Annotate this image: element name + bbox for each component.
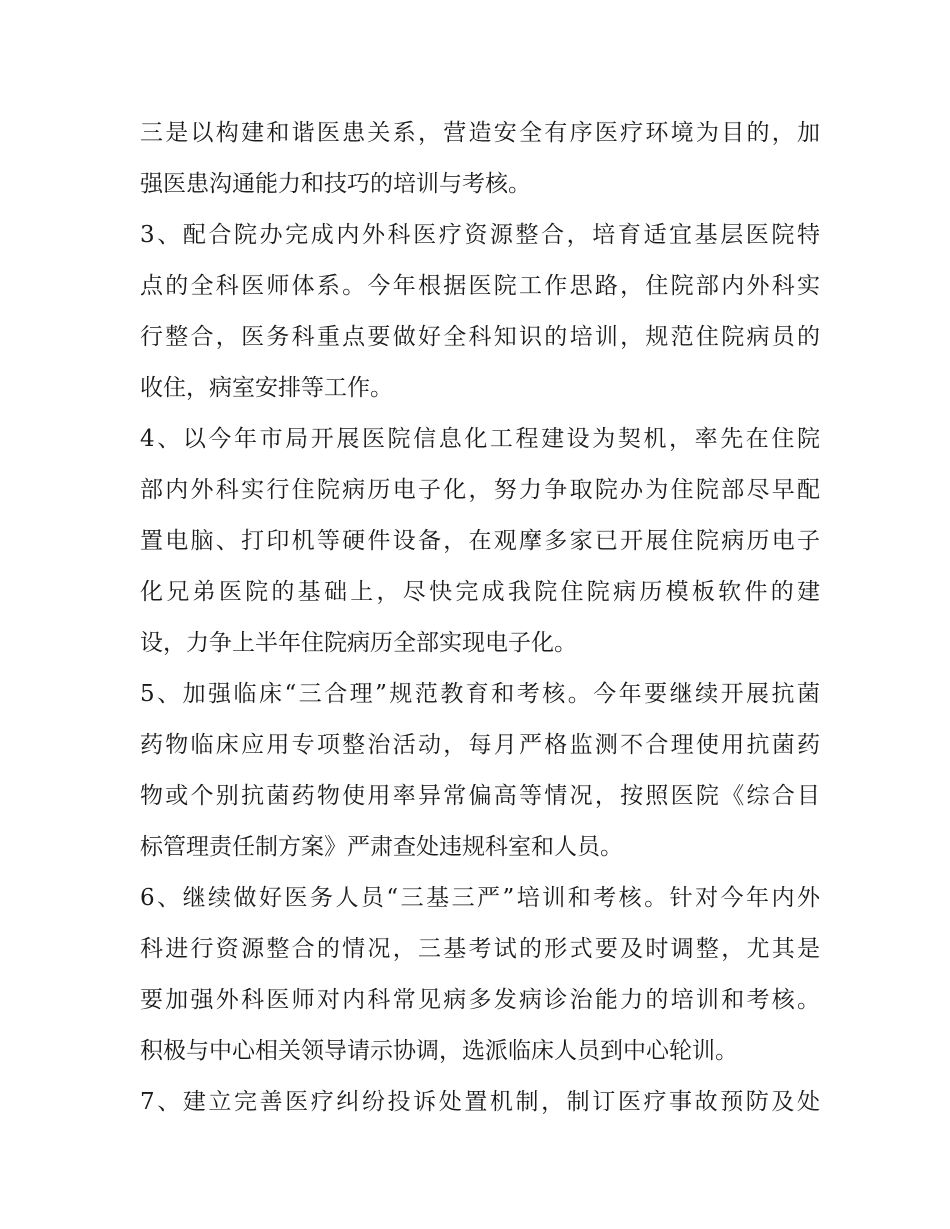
text-line: 行整合，医务科重点要做好全科知识的培训，规范住院病员的: [140, 324, 820, 350]
text-line: 收住，病室安排等工作。: [140, 375, 393, 401]
text-line: 4、以今年市局开展医院信息化工程建设为契机，率先在住院: [140, 426, 820, 452]
text-line: 化兄弟医院的基础上，尽快完成我院住院病历模板软件的建: [140, 579, 820, 605]
text-line: 标管理责任制方案》严肃查处违规科室和人员。: [140, 834, 623, 860]
text-line: 物或个别抗菌药物使用率异常偏高等情况，按照医院《综合目: [140, 783, 820, 809]
text-line: 科进行资源整合的情况，三基考试的形式要及时调整，尤其是: [140, 936, 820, 962]
text-line: 3、配合院办完成内外科医疗资源整合，培育适宜基层医院特: [140, 222, 820, 248]
text-line: 设，力争上半年住院病历全部实现电子化。: [140, 630, 577, 656]
text-line: 积极与中心相关领导请示协调，选派临床人员到中心轮训。: [140, 1038, 738, 1064]
document-body: [140, 108, 820, 1128]
text-line: 三是以构建和谐医患关系，营造安全有序医疗环境为目的，加: [140, 120, 820, 146]
text-line: 置电脑、打印机等硬件设备，在观摩多家已开展住院病历电子: [140, 528, 820, 554]
text-line: 强医患沟通能力和技巧的培训与考核。: [140, 171, 531, 197]
text-line: 部内外科实行住院病历电子化，努力争取院办为住院部尽早配: [140, 477, 820, 503]
text-line: 7、建立完善医疗纠纷投诉处置机制，制订医疗事故预防及处: [140, 1089, 820, 1115]
text-line: 要加强外科医师对内科常见病多发病诊治能力的培训和考核。: [140, 987, 820, 1013]
text-line: 点的全科医师体系。今年根据医院工作思路，住院部内外科实: [140, 273, 820, 299]
text-line: 6、继续做好医务人员“三基三严”培训和考核。针对今年内外: [140, 885, 820, 911]
text-line: 5、加强临床“三合理”规范教育和考核。今年要继续开展抗菌: [140, 681, 820, 707]
text-line: 药物临床应用专项整治活动，每月严格监测不合理使用抗菌药: [140, 732, 820, 758]
